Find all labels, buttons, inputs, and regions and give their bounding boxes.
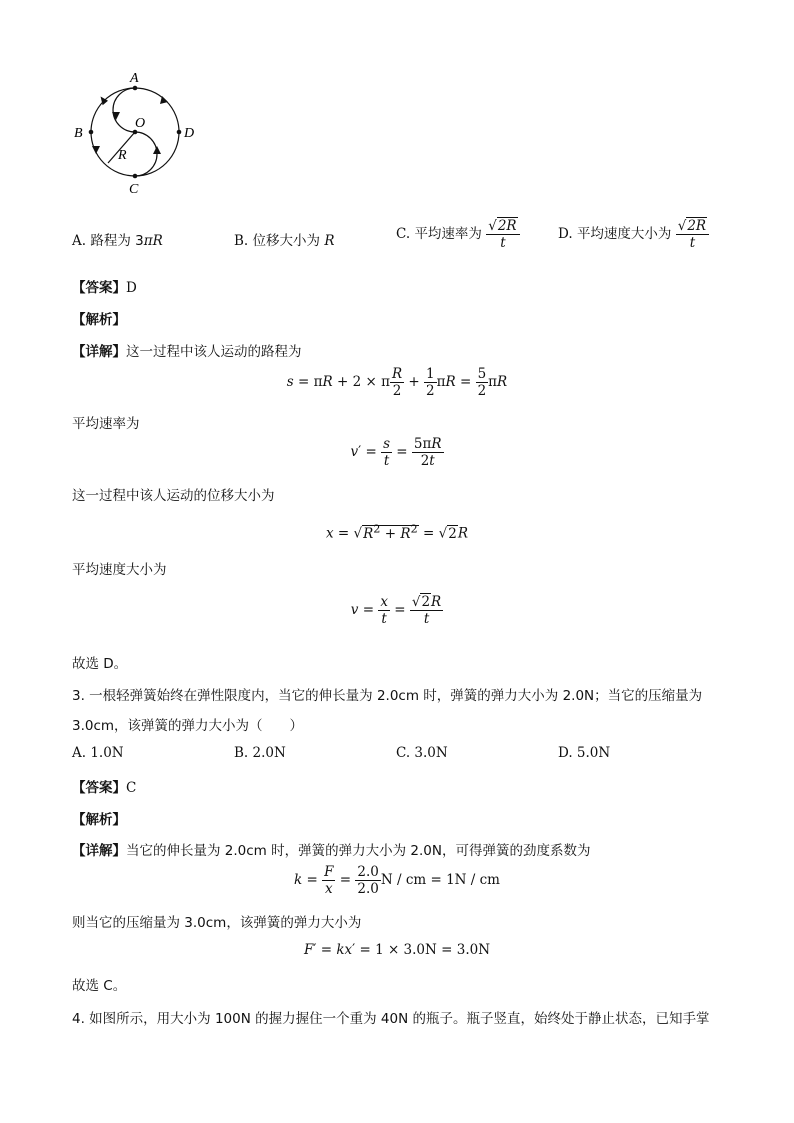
q2-detail-line3: 这一过程中该人运动的位移大小为	[72, 488, 275, 504]
circle-path-figure	[70, 66, 210, 196]
q2-option-a	[72, 229, 163, 249]
q2-conclusion: 故选 D。	[72, 656, 128, 672]
fraction-denominator: t	[500, 235, 506, 251]
detail-tag: 【详解】	[72, 843, 126, 859]
option-symbol: πR	[143, 233, 163, 249]
fraction-numerator: 2R	[687, 218, 707, 234]
q2-answer	[72, 276, 137, 296]
option-letter: D.	[558, 226, 573, 242]
option-text: 路程为 3	[90, 233, 144, 249]
arrow-icon	[92, 146, 100, 154]
s-curve-upper	[113, 88, 135, 132]
option-text: 平均速率为	[414, 226, 482, 242]
q3-detail-line1	[72, 839, 590, 859]
label-B: B	[74, 126, 83, 141]
equation-average-speed: v′ = $\frac{s}{t}$ = $\frac{5\pi R}{2t}$	[350, 436, 442, 469]
q3-stem-line1: 3. 一根轻弹簧始终在弹性限度内，当它的伸长量为 2.0cm 时，弹簧的弹力大小为 2.0N；当它的压缩量为	[72, 688, 703, 704]
label-C: C	[129, 182, 139, 196]
q3-answer	[72, 776, 136, 796]
q3-stem-line2: 3.0cm，该弹簧的弹力大小为（ ）	[72, 718, 304, 734]
q2-option-b	[234, 229, 334, 249]
q4-stem-line1: 4. 如图所示，用大小为 100N 的握力握住一个重为 40N 的瓶子。瓶子竖直，始终处于静止状态，已知手掌	[72, 1011, 710, 1027]
point-D	[177, 130, 182, 135]
q3-conclusion: 故选 C。	[72, 978, 127, 994]
detail-text: 这一过程中该人运动的路程为	[126, 344, 302, 360]
answer-tag: 【答案】	[72, 780, 126, 796]
equation-displacement: $x = √R^2 + R^2 = √2R$	[326, 522, 468, 542]
fraction-numerator: 2R	[497, 218, 517, 234]
equation-path-length: s = πR + 2 × π $\frac{R}{2}$ + $\frac{1}{2}$ πR = $\frac{5}{2}$ πR	[286, 366, 508, 399]
q2-detail-line2: 平均速率为	[72, 416, 140, 432]
equation-average-velocity: v = $\frac{x}{t}$ = $\frac{√2R}{t}$	[350, 594, 442, 627]
answer-value: D	[126, 280, 137, 296]
label-A: A	[130, 71, 139, 86]
option-letter: B.	[234, 233, 249, 249]
point-B	[89, 130, 94, 135]
point-A	[133, 86, 138, 91]
answer-value: C	[126, 780, 137, 796]
option-symbol: R	[324, 233, 335, 249]
point-C	[133, 174, 138, 179]
q3-option-a: A. 1.0N	[72, 745, 124, 761]
q2-detail-line4: 平均速度大小为	[72, 562, 167, 578]
q2-analysis-tag: 【解析】	[72, 312, 126, 328]
option-text: 平均速度大小为	[576, 226, 672, 242]
q2-option-d	[558, 218, 709, 251]
equation-spring-force: F′ = kx′ = 1 × 3.0N = 3.0N	[303, 942, 491, 958]
option-letter: C.	[396, 226, 411, 242]
equation-spring-constant: k = $\frac{F}{x}$ = $\frac{2.0}{2.0}$ N / cm = 1N / cm	[294, 864, 500, 897]
arrow-icon	[153, 146, 161, 154]
option-letter: A.	[72, 233, 87, 249]
arrow-icon	[97, 95, 108, 106]
q3-analysis-tag: 【解析】	[72, 812, 126, 828]
option-text: 位移大小为	[252, 233, 321, 249]
q3-option-b: B. 2.0N	[234, 745, 286, 761]
detail-tag: 【详解】	[72, 344, 126, 360]
fraction: $\frac{√2R}{t}$	[676, 218, 709, 251]
label-O: O	[135, 116, 146, 131]
label-D: D	[184, 126, 195, 141]
q3-option-d: D. 5.0N	[558, 745, 611, 761]
q3-detail-line2: 则当它的压缩量为 3.0cm，该弹簧的弹力大小为	[72, 915, 362, 931]
fraction: $\frac{√2R}{t}$	[486, 218, 519, 251]
label-R: R	[118, 148, 127, 163]
q3-option-c: C. 3.0N	[396, 745, 448, 761]
answer-tag: 【答案】	[72, 280, 126, 296]
q2-option-c	[396, 218, 520, 251]
fraction-denominator: t	[689, 235, 696, 251]
q2-detail-line1	[72, 340, 302, 360]
detail-text: 当它的伸长量为 2.0cm 时，弹簧的弹力大小为 2.0N，可得弹簧的劲度系数为	[126, 843, 591, 859]
